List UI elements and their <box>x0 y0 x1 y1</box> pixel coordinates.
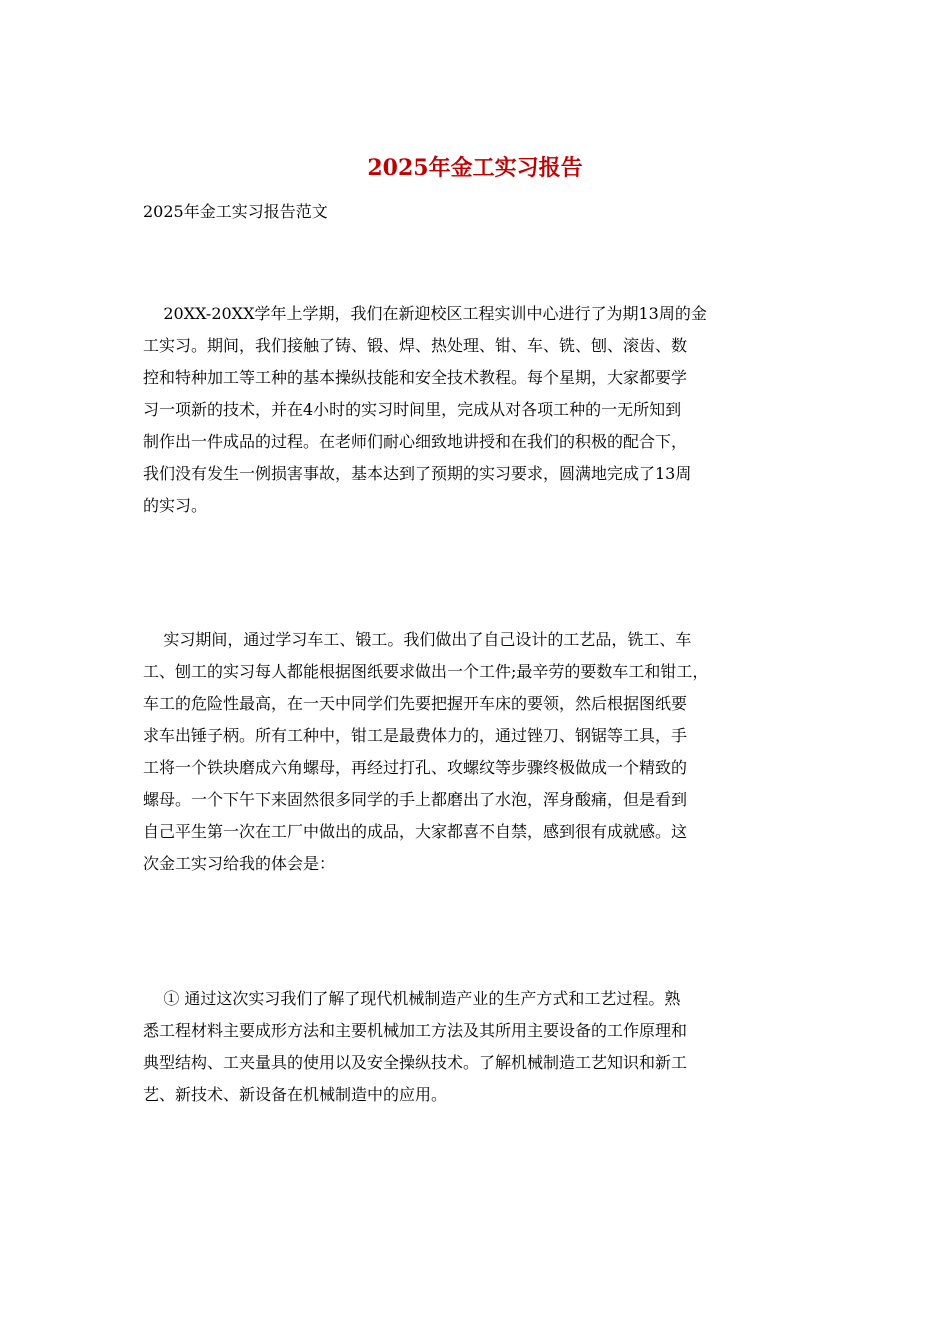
paragraph-line: 求车出锤子柄。所有工种中，钳工是最费体力的，通过锉刀、钢锯等工具，手 <box>143 726 688 745</box>
paragraph-line: 工实习。期间，我们接触了铸、锻、焊、热处理、钳、车、铣、刨、滚齿、数 <box>143 336 688 355</box>
paragraph-line: 次金工实习给我的体会是： <box>143 854 336 873</box>
paragraph-line: 控和特种加工等工种的基本操纵技能和安全技术教程。每个星期，大家都要学 <box>143 368 688 387</box>
paragraph-line: 车工的危险性最高，在一天中同学们先要把握开车床的要领，然后根据图纸要 <box>143 694 688 713</box>
paragraph-line: 自己平生第一次在工厂中做出的成品，大家都喜不自禁，感到很有成就感。这 <box>143 822 688 841</box>
paragraph-2 <box>143 624 813 880</box>
paragraph-1 <box>143 298 813 522</box>
paragraph-3 <box>143 983 813 1111</box>
paragraph-line: 制作出一件成品的过程。在老师们耐心细致地讲授和在我们的积极的配合下， <box>143 432 688 451</box>
paragraph-line: 悉工程材料主要成形方法和主要机械加工方法及其所用主要设备的工作原理和 <box>143 1021 688 1040</box>
paragraph-line: 习一项新的技术，并在4小时的实习时间里，完成从对各项工种的一无所知到 <box>143 400 682 419</box>
paragraph-line: 典型结构、工夹量具的使用以及安全操纵技术。了解机械制造工艺知识和新工 <box>143 1053 688 1072</box>
paragraph-line: 工将一个铁块磨成六角螺母，再经过打孔、攻螺纹等步骤终极做成一个精致的 <box>143 758 688 777</box>
paragraph-line: 艺、新技术、新设备在机械制造中的应用。 <box>143 1085 448 1104</box>
paragraph-line: 20XX-20XX学年上学期，我们在新迎校区工程实训中心进行了为期13周的金 <box>143 304 707 323</box>
document-title: 2025年金工实习报告 <box>367 155 583 181</box>
paragraph-line: 螺母。一个下午下来固然很多同学的手上都磨出了水泡，浑身酸痛，但是看到 <box>143 790 688 809</box>
paragraph-line: ① 通过这次实习我们了解了现代机械制造产业的生产方式和工艺过程。熟 <box>143 989 681 1008</box>
paragraph-line: 我们没有发生一例损害事故，基本达到了预期的实习要求，圆满地完成了13周 <box>143 464 692 483</box>
paragraph-line: 工、刨工的实习每人都能根据图纸要求做出一个工件;最辛劳的要数车工和钳工， <box>143 662 709 681</box>
paragraph-line: 实习期间，通过学习车工、锻工。我们做出了自己设计的工艺品，铣工、车 <box>143 630 692 649</box>
paragraph-line: 的实习。 <box>143 496 208 515</box>
document-subtitle: 2025年金工实习报告范文 <box>143 202 328 221</box>
